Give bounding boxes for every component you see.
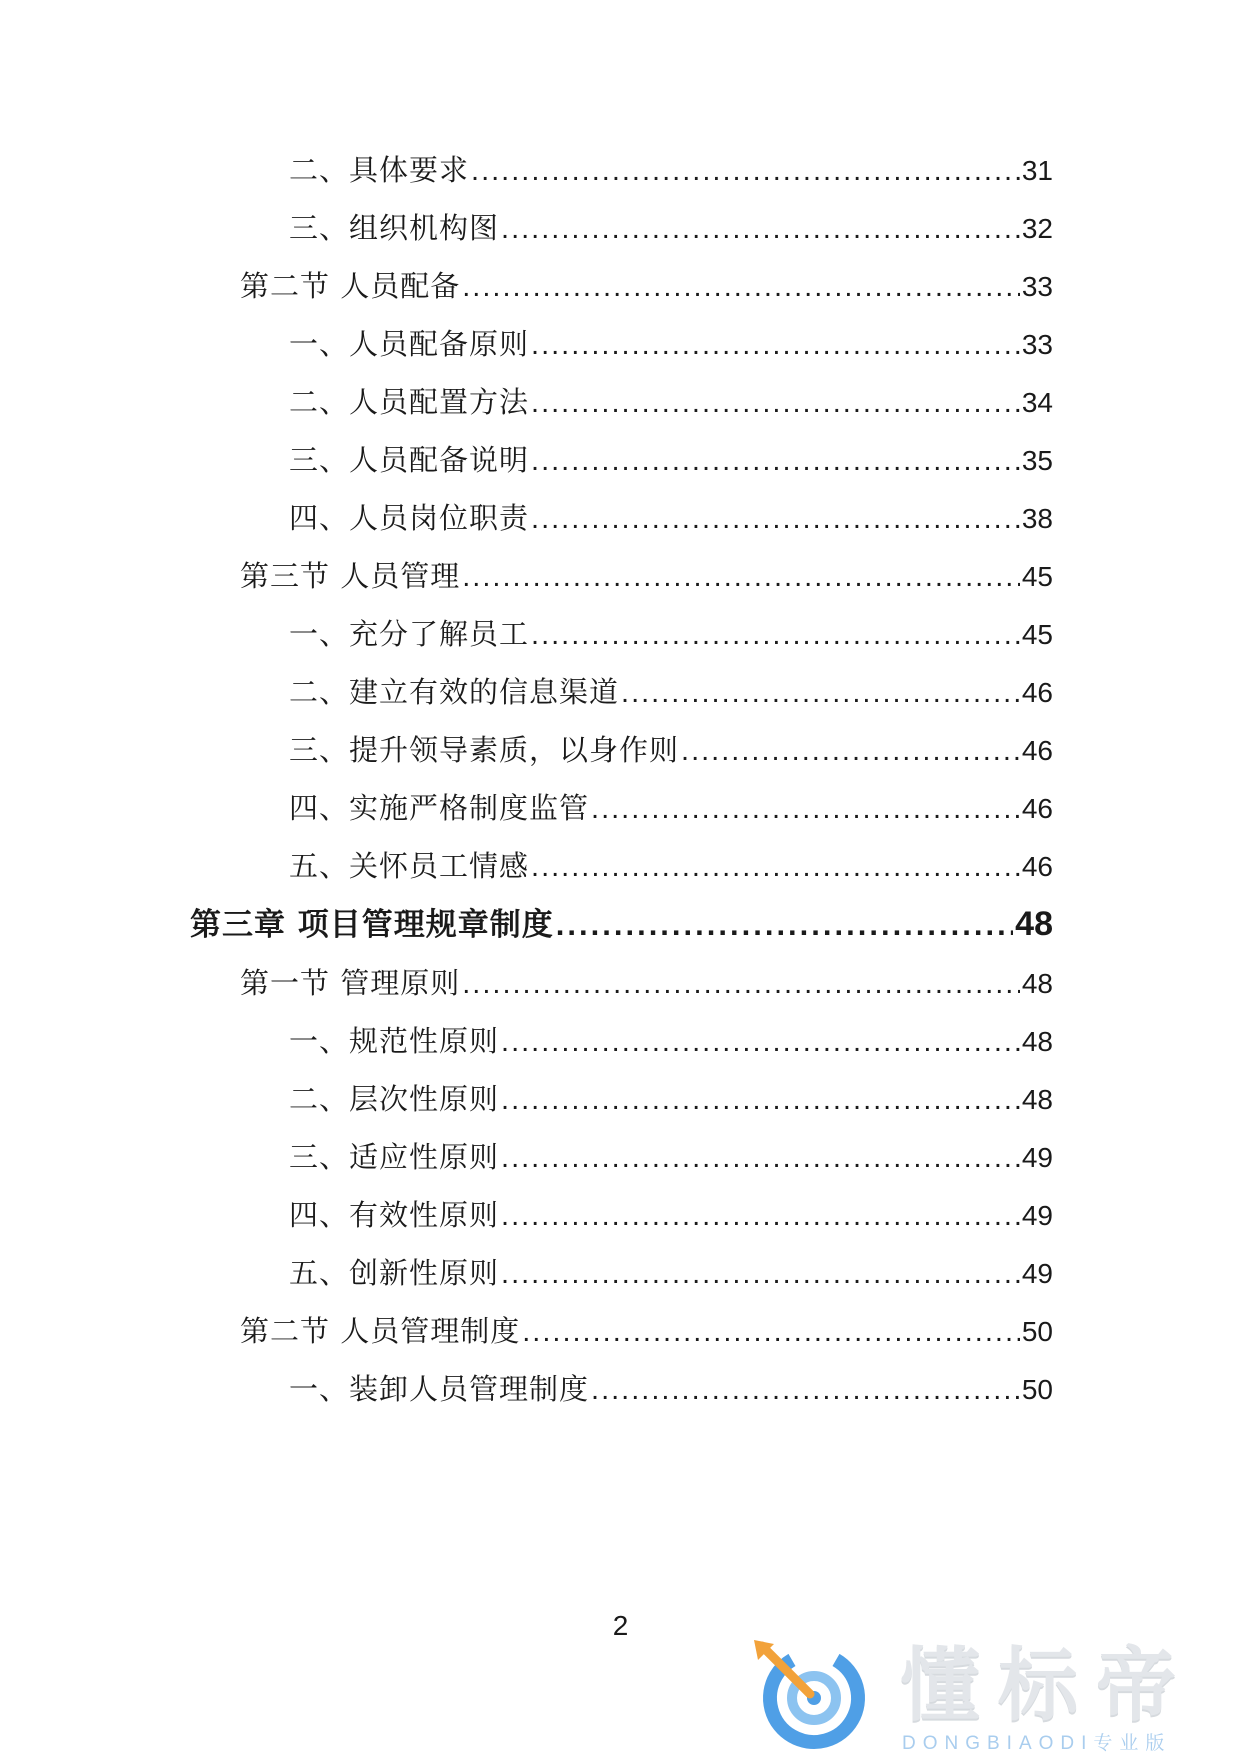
toc-entry-label: 三、组织机构图 bbox=[289, 211, 500, 245]
toc-entry[interactable] bbox=[289, 614, 1053, 654]
toc-entry[interactable] bbox=[240, 266, 1053, 306]
toc-dot-leader bbox=[531, 499, 1020, 539]
watermark bbox=[752, 1639, 1232, 1754]
toc-entry-label: 二、具体要求 bbox=[289, 153, 470, 187]
toc-dot-leader bbox=[501, 209, 1020, 249]
toc-dot-leader bbox=[471, 151, 1020, 191]
toc-entry[interactable] bbox=[289, 382, 1053, 422]
toc-entry[interactable] bbox=[289, 324, 1053, 364]
toc-entry-page: 46 bbox=[1021, 677, 1053, 708]
toc-entry-page: 31 bbox=[1021, 155, 1053, 186]
toc-dot-leader bbox=[501, 1196, 1020, 1236]
toc-entry-page: 46 bbox=[1021, 793, 1053, 824]
toc-dot-leader bbox=[462, 557, 1020, 597]
toc-entry-label: 二、建立有效的信息渠道 bbox=[289, 675, 620, 709]
toc-entry-page: 45 bbox=[1021, 619, 1053, 650]
toc-entry-page: 50 bbox=[1021, 1374, 1053, 1405]
target-arrow-icon bbox=[752, 1640, 872, 1750]
watermark-brand: 懂标帝 bbox=[900, 1639, 1194, 1732]
toc-entry-page: 34 bbox=[1021, 387, 1053, 418]
toc-entry-label: 三、适应性原则 bbox=[289, 1140, 500, 1174]
page-number: 2 bbox=[612, 1610, 629, 1641]
toc-entry[interactable] bbox=[289, 672, 1053, 712]
toc-entry[interactable] bbox=[289, 1021, 1053, 1061]
toc-entry-page: 46 bbox=[1021, 735, 1053, 766]
toc-entry[interactable] bbox=[289, 1079, 1053, 1119]
toc-entry[interactable] bbox=[289, 208, 1053, 248]
toc-entry[interactable] bbox=[240, 1311, 1053, 1351]
toc-dot-leader bbox=[501, 1022, 1020, 1062]
toc-dot-leader bbox=[462, 964, 1020, 1004]
toc-dot-leader bbox=[462, 267, 1020, 307]
toc-entry-page: 50 bbox=[1021, 1316, 1053, 1347]
toc-dot-leader bbox=[531, 383, 1020, 423]
toc-dot-leader bbox=[681, 731, 1020, 771]
toc-entry-page: 32 bbox=[1021, 213, 1053, 244]
toc-entry-label: 三、提升领导素质，以身作则 bbox=[289, 733, 680, 767]
toc-dot-leader bbox=[522, 1312, 1020, 1352]
toc-entry-label: 五、创新性原则 bbox=[289, 1256, 500, 1290]
toc-entry-page: 49 bbox=[1021, 1200, 1053, 1231]
toc-entry-label: 二、人员配置方法 bbox=[289, 385, 530, 419]
toc-entry[interactable] bbox=[240, 556, 1053, 596]
toc-entry-label: 一、充分了解员工 bbox=[289, 617, 530, 651]
toc-entry-label: 一、装卸人员管理制度 bbox=[289, 1372, 590, 1406]
toc-dot-leader bbox=[531, 441, 1020, 481]
toc-entry[interactable] bbox=[289, 1195, 1053, 1235]
toc-entry-label: 第二节 人员配备 bbox=[240, 269, 461, 303]
toc-dot-leader bbox=[501, 1254, 1020, 1294]
toc-dot-leader bbox=[531, 325, 1020, 365]
toc-entry-label: 四、人员岗位职责 bbox=[289, 501, 530, 535]
toc-entry-page: 46 bbox=[1021, 851, 1053, 882]
toc-entry-page: 35 bbox=[1021, 445, 1053, 476]
toc-entry-label: 五、关怀员工情感 bbox=[289, 849, 530, 883]
toc-entry-page: 48 bbox=[1021, 1026, 1053, 1057]
toc-entry-label: 四、有效性原则 bbox=[289, 1198, 500, 1232]
toc-entry[interactable] bbox=[289, 788, 1053, 828]
toc-dot-leader bbox=[501, 1138, 1020, 1178]
toc-entry[interactable] bbox=[289, 1137, 1053, 1177]
toc-entry-label: 二、层次性原则 bbox=[289, 1082, 500, 1116]
toc-entry[interactable] bbox=[289, 1253, 1053, 1293]
toc-dot-leader bbox=[591, 789, 1020, 829]
toc-entry-page: 33 bbox=[1021, 329, 1053, 360]
toc-entry[interactable] bbox=[289, 440, 1053, 480]
toc-entry-label: 第三章 项目管理规章制度 bbox=[190, 907, 554, 943]
toc-entry-page: 48 bbox=[1015, 905, 1053, 943]
toc-entry-page: 49 bbox=[1021, 1142, 1053, 1173]
toc-entry-page: 48 bbox=[1021, 1084, 1053, 1115]
toc-entry-page: 38 bbox=[1021, 503, 1053, 534]
toc-entry[interactable] bbox=[289, 498, 1053, 538]
toc-entry[interactable] bbox=[289, 1369, 1053, 1409]
toc-entry[interactable] bbox=[289, 730, 1053, 770]
toc-entry[interactable] bbox=[289, 150, 1053, 190]
toc-entry[interactable] bbox=[240, 963, 1053, 1003]
toc-entry-page: 33 bbox=[1021, 271, 1053, 302]
toc-dot-leader bbox=[591, 1370, 1020, 1410]
toc-dot-leader bbox=[621, 673, 1020, 713]
toc-entry-page: 48 bbox=[1021, 968, 1053, 999]
toc-entry[interactable] bbox=[289, 846, 1053, 886]
toc-entry-label: 第一节 管理原则 bbox=[240, 966, 461, 1000]
toc-entry-label: 一、规范性原则 bbox=[289, 1024, 500, 1058]
toc-dot-leader bbox=[556, 905, 1013, 945]
toc-entry-label: 一、人员配备原则 bbox=[289, 327, 530, 361]
toc-dot-leader bbox=[531, 847, 1020, 887]
watermark-subtitle: DONGBIAODI专业版 bbox=[902, 1733, 1172, 1754]
toc-entry-label: 四、实施严格制度监管 bbox=[289, 791, 590, 825]
toc-entry-page: 45 bbox=[1021, 561, 1053, 592]
toc-entry-label: 第二节 人员管理制度 bbox=[240, 1314, 521, 1348]
toc-entry-label: 三、人员配备说明 bbox=[289, 443, 530, 477]
toc-chapter-entry[interactable] bbox=[190, 904, 1053, 944]
toc-dot-leader bbox=[531, 615, 1020, 655]
toc-entry-page: 49 bbox=[1021, 1258, 1053, 1289]
toc-entry-label: 第三节 人员管理 bbox=[240, 559, 461, 593]
toc-dot-leader bbox=[501, 1080, 1020, 1120]
